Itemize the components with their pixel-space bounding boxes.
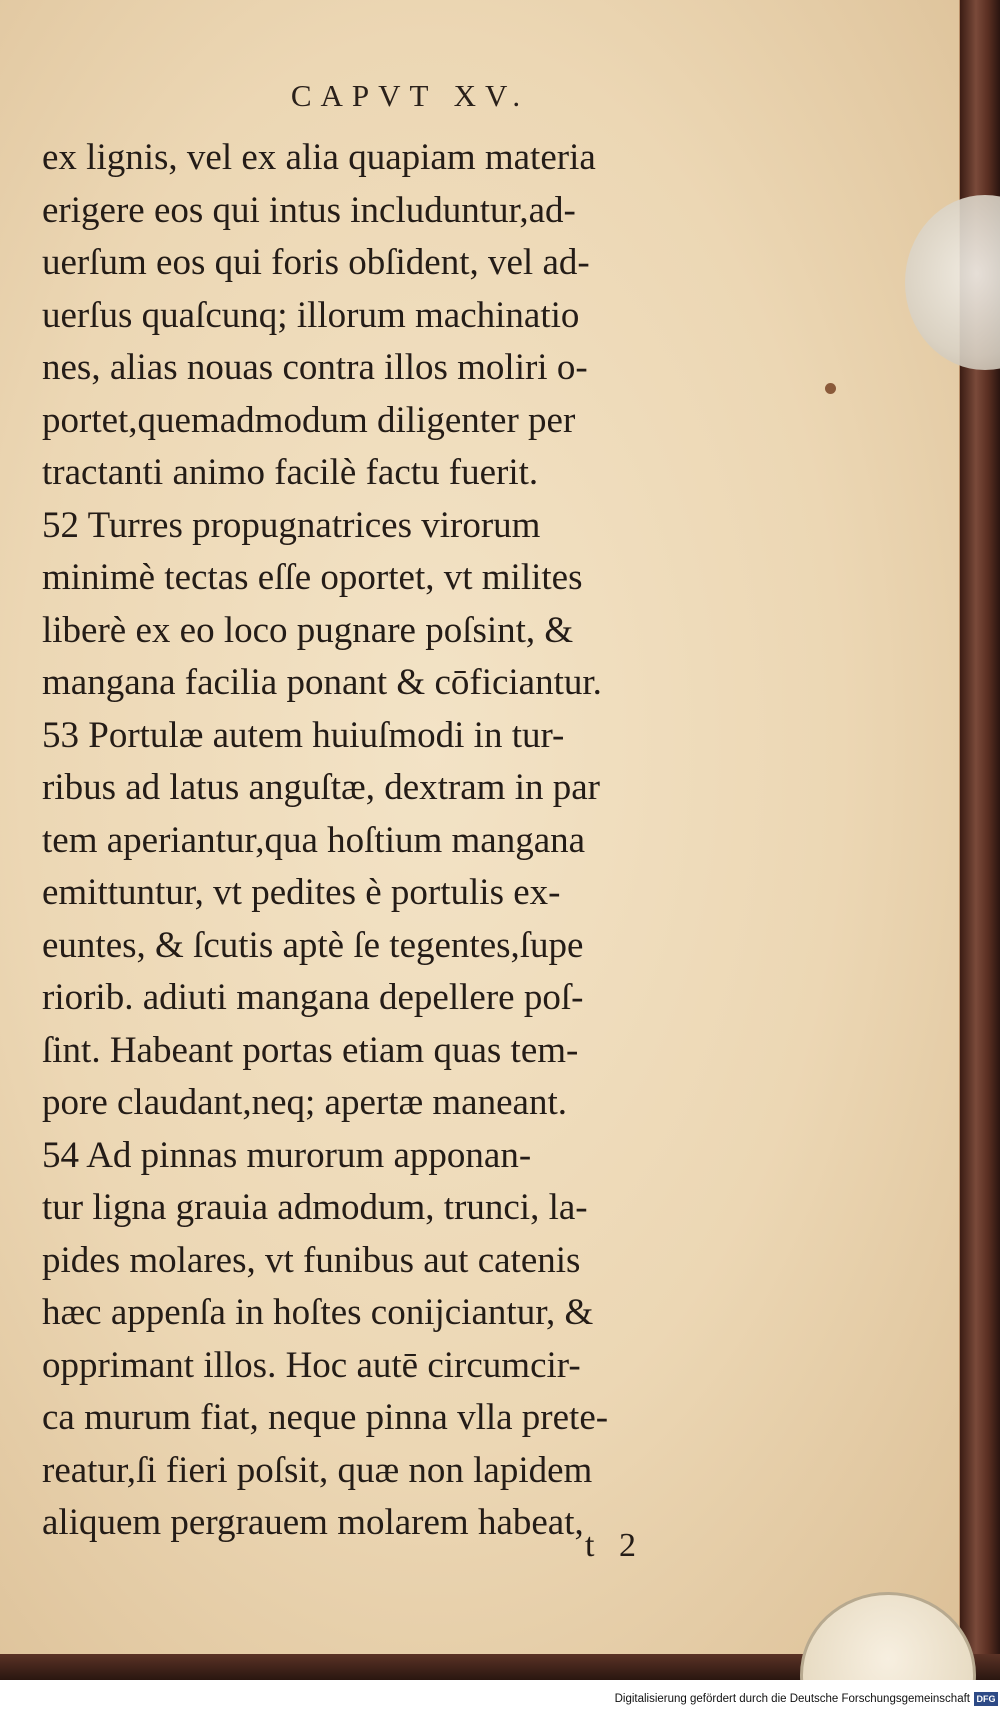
text-line: portet,quemadmodum diligenter per	[42, 399, 576, 441]
text-line: ex lignis, vel ex alia quapiam materia	[42, 137, 596, 178]
ink-spot	[825, 383, 836, 394]
text-line: tractanti animo facilè factu fuerit.	[42, 452, 539, 493]
text-line: 52 Turres propugnatrices virorum	[42, 504, 541, 546]
text-line: riorib. adiuti mangana depellere poſ-	[42, 977, 584, 1018]
text-line: tur ligna grauia admodum, trunci, la-	[42, 1187, 588, 1228]
footer	[0, 1690, 1000, 1712]
text-line: ribus ad latus anguſtæ, dextram in par	[42, 767, 600, 808]
text-line: uerſus quaſcunq; illorum machinatio	[42, 294, 580, 336]
text-line: reatur,ſi fieri poſsit, quæ non lapidem	[42, 1449, 593, 1491]
text-line: opprimant illos. Hoc autē circumcir-	[42, 1344, 581, 1386]
text-line: 54 Ad pinnas murorum apponan-	[42, 1134, 532, 1176]
text-line: minimè tectas eſſe oportet, vt milites	[42, 557, 583, 598]
text-line: euntes, & ſcutis aptè ſe tegentes,ſupe	[42, 924, 584, 966]
text-line: ca murum fiat, neque pinna vlla prete-	[42, 1397, 609, 1438]
text-line: ſint. Habeant portas etiam quas tem-	[42, 1029, 579, 1071]
text-line: nes, alias nouas contra illos moliri o-	[42, 347, 588, 388]
footer-credit: Digitalisierung gefördert durch die Deutsche Forschungsgemeinschaft	[614, 1693, 970, 1705]
body-text	[42, 132, 762, 1550]
signature-mark: t 2	[585, 1527, 644, 1564]
text-line: tem aperiantur,qua hoſtium mangana	[42, 819, 586, 861]
text-line: liberè ex eo loco pugnare poſsint, &	[42, 609, 574, 651]
text-line: erigere eos qui intus includuntur,ad-	[42, 189, 576, 231]
text-line: uerſum eos qui foris obſident, vel ad-	[42, 242, 590, 283]
dfg-logo: DFG	[974, 1692, 998, 1706]
text-line: emittuntur, vt pedites è portulis ex-	[42, 872, 561, 913]
running-head: CAPVT XV.	[290, 78, 530, 113]
text-line: pides molares, vt funibus aut catenis	[42, 1239, 581, 1281]
text-line: hæc appenſa in hoſtes conijciantur, &	[42, 1292, 594, 1333]
text-line: pore claudant,neq; apertæ maneant.	[42, 1082, 567, 1123]
text-line: mangana facilia ponant & cōficiantur.	[42, 662, 602, 703]
text-line: 53 Portulæ autem huiuſmodi in tur-	[42, 714, 565, 756]
text-line: aliquem pergrauem molarem habeat,	[42, 1502, 584, 1543]
